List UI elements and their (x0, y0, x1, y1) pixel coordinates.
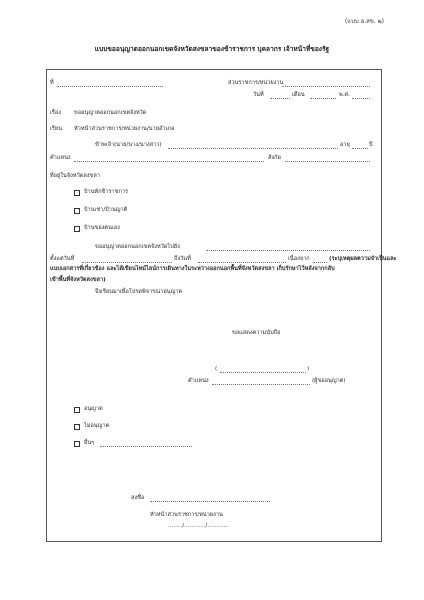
date-day-field[interactable] (270, 98, 290, 99)
approver-title: หัวหน้าส่วนราชการ/หน่วยงาน (150, 512, 223, 518)
age-unit: ปี (369, 142, 373, 148)
approval-option-label: ไม่อนุญาต (84, 423, 110, 429)
address-option-label: บ้านพักข้าราชการ (84, 189, 129, 195)
sig-close-paren: ) (307, 366, 310, 372)
position-field[interactable] (74, 161, 264, 162)
other-checkbox[interactable] (74, 441, 80, 447)
ref-label: ที่ (50, 80, 54, 86)
request-label: ขออนุญาตออกนอกเขตจังหวัดไปยัง (95, 244, 180, 250)
closing-text: จึงเรียนมาเพื่อโปรดพิจารณาอนุญาต (95, 289, 183, 295)
address-checkbox-own-house[interactable] (74, 226, 80, 232)
sig-open-paren: ( (215, 366, 218, 372)
address-checkbox-rented-house[interactable] (74, 208, 80, 214)
form-code: (แบบ อ.สข. ๒) (344, 18, 384, 25)
form-frame (46, 69, 382, 542)
sig-position-label: ตำแหน่ง (188, 378, 209, 384)
sig-position-field[interactable] (212, 384, 310, 385)
approval-date-blank[interactable]: ......../............/............ (168, 523, 229, 529)
form-title: แบบขออนุญาตออกนอกเขตจังหวัดสงขลาของข้าราชการ บุคลากร เจ้าหน้าที่ของรัฐ (94, 45, 330, 53)
reject-checkbox[interactable] (74, 424, 80, 430)
from-date-label: ตั้งแต่วันที่ (50, 256, 75, 262)
name-label: ข้าพเจ้า(นาย/นาง/นางสาว) (95, 142, 162, 148)
reason-note: (ระบุเหตุผลความจำเป็นและ (329, 256, 397, 262)
date-month-label: เดือน (292, 92, 305, 98)
age-field[interactable] (352, 148, 368, 149)
affiliation-label: สังกัด (268, 155, 282, 161)
to-date-field[interactable] (198, 262, 286, 263)
approval-option-label: อนุญาต (84, 406, 103, 412)
subject-label: เรื่อง (50, 110, 62, 116)
address-heading: ที่อยู่ในจังหวัดสงขลา (50, 173, 100, 179)
destination-field[interactable] (206, 250, 370, 251)
regards-text: ขอแสดงความนับถือ (232, 330, 281, 336)
agency-field[interactable] (282, 86, 370, 87)
address-option-label: บ้านของตนเอง (84, 225, 120, 231)
other-reason-field[interactable] (100, 446, 192, 447)
approve-checkbox[interactable] (74, 407, 80, 413)
approver-signature-field[interactable] (150, 501, 270, 502)
signer-name-field[interactable] (220, 372, 306, 373)
date-day-label: วันที่ (253, 92, 264, 98)
to-label: เรียน (50, 126, 63, 132)
reason-line-3: เข้าพื้นที่จังหวัดสงขลา) (50, 277, 106, 283)
affiliation-field[interactable] (285, 161, 370, 162)
from-date-field[interactable] (82, 262, 172, 263)
address-option-label: บ้านเช่า/บ้านญาติ (84, 207, 128, 213)
reason-field[interactable] (313, 262, 327, 263)
agency-label: ส่วนราชการ/หน่วยงาน (228, 80, 284, 86)
name-field[interactable] (168, 148, 338, 149)
approval-option-label: อื่นๆ (84, 440, 95, 446)
sig-role: (ผู้ขออนุญาต) (312, 378, 346, 384)
date-month-field[interactable] (310, 98, 336, 99)
date-year-field[interactable] (352, 98, 370, 99)
address-checkbox-government-housing[interactable] (74, 190, 80, 196)
ref-field[interactable] (57, 86, 163, 87)
subject-value: ขออนุญาตออกนอกเขตจังหวัด (74, 110, 147, 116)
sign-label: ลงชื่อ (131, 495, 145, 501)
reason-label: เนื่องจาก (288, 256, 310, 262)
to-date-label: ถึงวันที่ (174, 256, 191, 262)
date-year-label: พ.ศ. (339, 92, 350, 98)
age-label: อายุ (340, 142, 350, 148)
reason-line-2: แนบเอกสารที่เกี่ยวข้อง และได้เขียนไทม์ไลน์การเดินทางในระหว่างออกนอกพื้นที่จังหวัดสงขลา เก็บรักษาไว้หลังจากกลับ (50, 266, 335, 272)
position-label: ตำแหน่ง (50, 155, 71, 161)
to-value: หัวหน้าส่วนราชการ/หน่วยงาน/นายอำเภอ (74, 126, 175, 132)
